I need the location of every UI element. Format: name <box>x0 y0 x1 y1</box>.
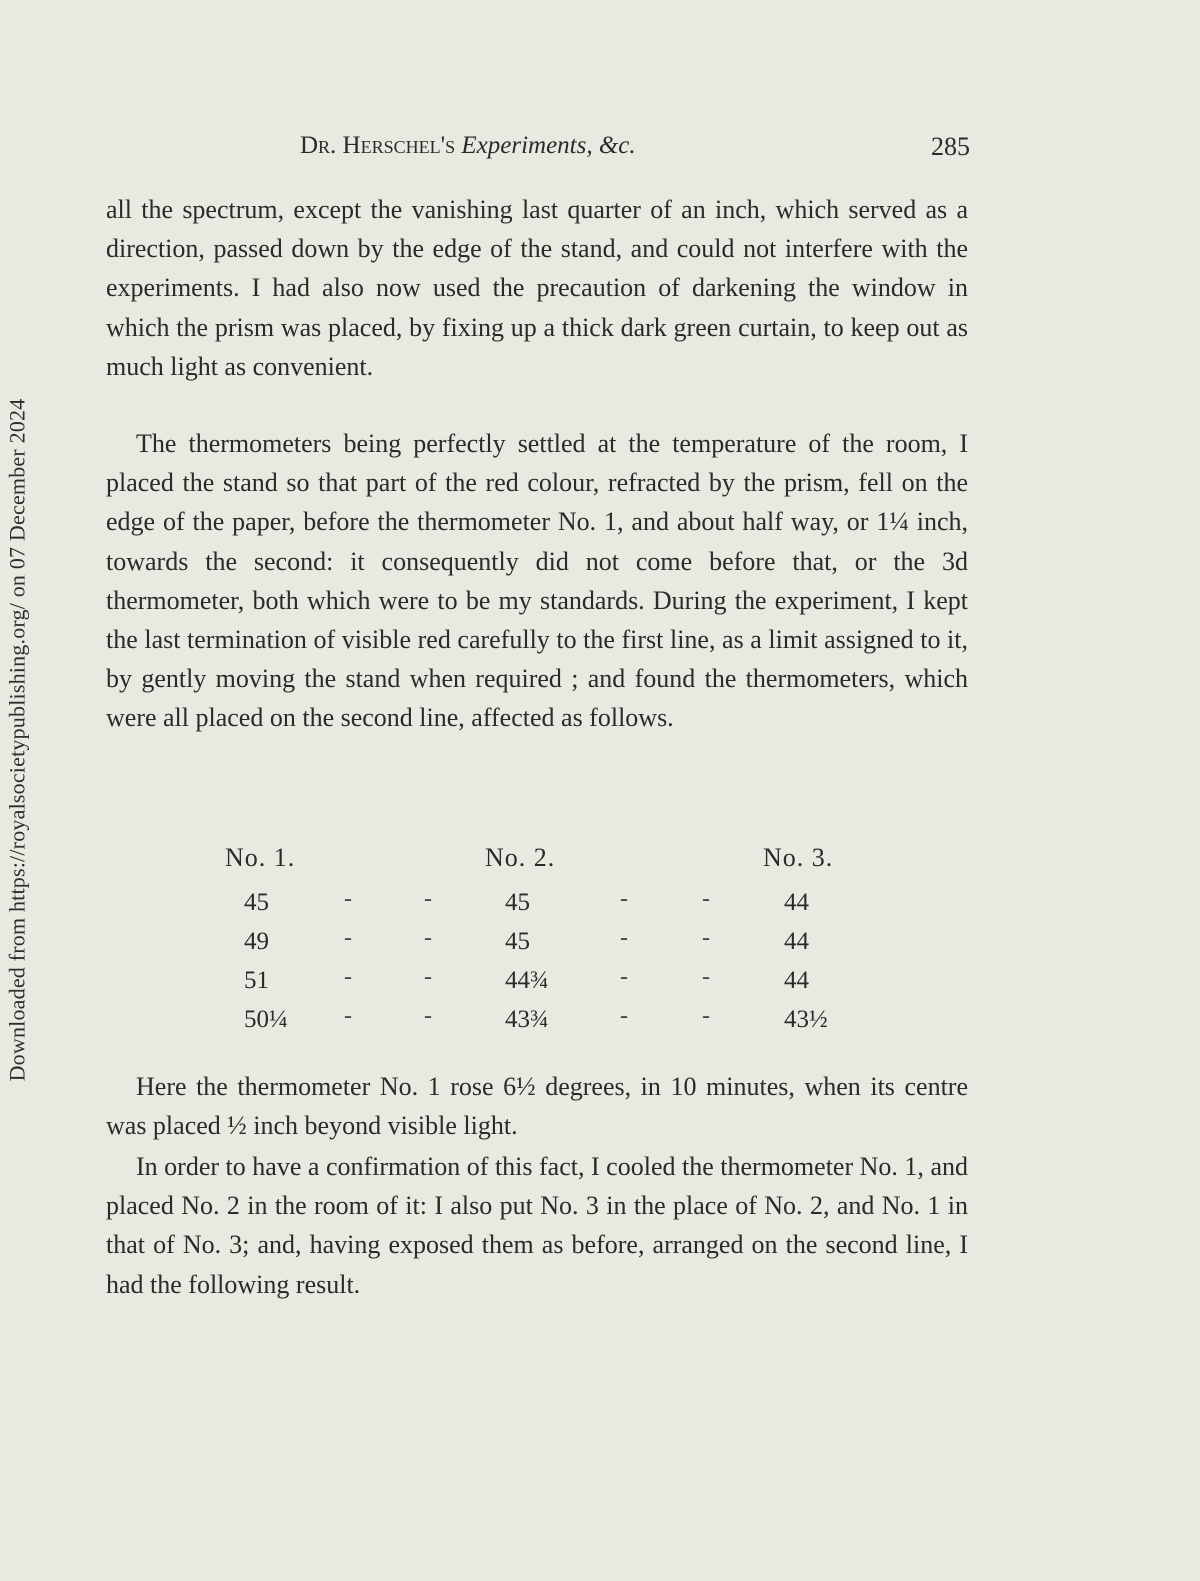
table-cell: 45 <box>244 889 269 916</box>
table-dash: - <box>620 964 628 990</box>
table-cell: 44¾ <box>505 967 549 994</box>
table-cell: 43¾ <box>505 1006 549 1033</box>
table-dash: - <box>702 886 710 912</box>
header-author: Dr. Herschel's <box>300 132 456 159</box>
paragraph-4: In order to have a confirmation of this fact, I cooled the thermometer No. 1, and placed No. 2 in the room of it: I also put No. 3 in the place of No. 2, and No. 1 in that of No. 3; and, having exposed them as before, arranged on the second line, I had the following result. <box>106 1152 968 1299</box>
table-cell: 50¼ <box>244 1006 288 1033</box>
table-dash: - <box>344 1003 352 1029</box>
table-cell: 43½ <box>784 1006 828 1033</box>
header-title <box>300 132 636 160</box>
table-dash: - <box>702 964 710 990</box>
paragraph-3: Here the thermometer No. 1 rose 6½ degrees, in 10 minutes, when its centre was placed ½ inch beyond visible light. <box>106 1072 968 1141</box>
paragraph-1: all the spectrum, except the vanishing last quarter of an inch, which served as a direction, passed down by the edge of the stand, and could not interfere with the experiments. I had also now used the precaution of darkening the window in which the prism was placed, by fixing up a thick dark green curtain, to keep out as much light as convenient. <box>106 195 968 381</box>
running-header <box>300 132 970 172</box>
table-dash: - <box>424 1003 432 1029</box>
table-dash: - <box>620 886 628 912</box>
table-header-no1: No. 1. <box>225 843 296 872</box>
table-dash: - <box>424 925 432 951</box>
table-cell: 44 <box>784 889 809 916</box>
table-cell: 45 <box>505 889 530 916</box>
table-cell: 44 <box>784 928 809 955</box>
table-dash: - <box>344 964 352 990</box>
table-cell: 45 <box>505 928 530 955</box>
page-number: 285 <box>931 132 970 161</box>
table-cell: 51 <box>244 967 269 994</box>
download-notice-text: Downloaded from https://royalsocietypublishing.org/ on 07 December 2024 <box>4 398 30 1082</box>
download-notice <box>2 310 32 1170</box>
header-work: Experiments, &c. <box>461 132 636 159</box>
table-dash: - <box>702 925 710 951</box>
paragraph-2: The thermometers being perfectly settled at the temperature of the room, I placed the stand so that part of the red colour, refracted by the prism, fell on the edge of the paper, before the thermometer No. 1, and about half way, or 1¼ inch, towards the second: it consequently did not come before that, or the 3d thermometer, both which were to be my standards. During the experiment, I kept the last termination of visible red carefully to the first line, as a limit assigned to it, by gently moving the stand when required ; and found the thermometers, which were all placed on the second line, affected as follows. <box>106 429 968 733</box>
table-dash: - <box>344 886 352 912</box>
table-header-no2: No. 2. <box>485 843 556 872</box>
table-dash: - <box>620 1003 628 1029</box>
table-dash: - <box>344 925 352 951</box>
table-cell: 44 <box>784 967 809 994</box>
table-dash: - <box>424 886 432 912</box>
table-header-no3: No. 3. <box>763 843 834 872</box>
table-dash: - <box>424 964 432 990</box>
table-dash: - <box>620 925 628 951</box>
table-dash: - <box>702 1003 710 1029</box>
table-cell: 49 <box>244 928 269 955</box>
